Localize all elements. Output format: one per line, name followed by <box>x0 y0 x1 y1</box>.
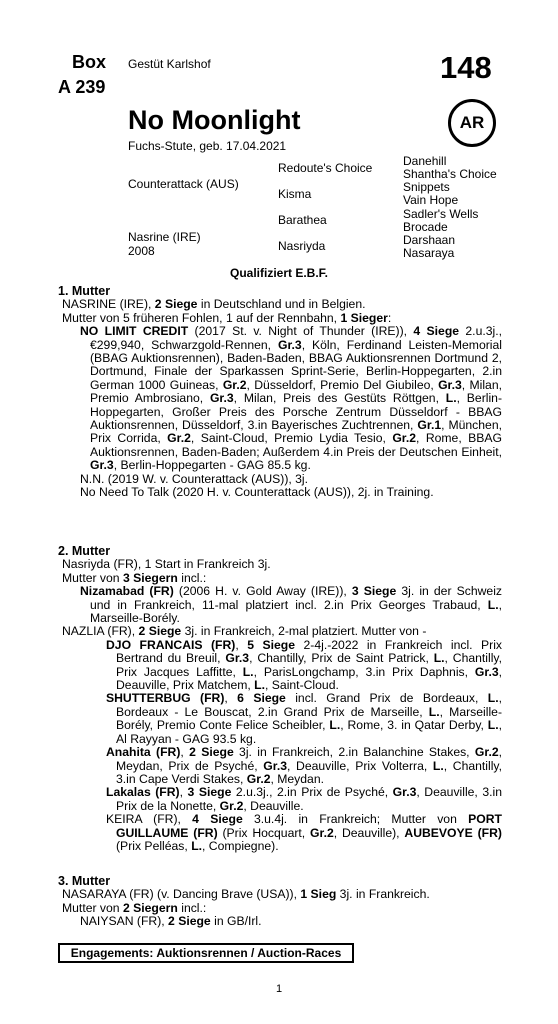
progeny-entry: N.N. (2019 W. v. Counterattack (AUS)), 3j. <box>80 471 309 486</box>
horse-description: Fuchs-Stute, geb. 17.04.2021 <box>128 139 287 153</box>
ancestor: Vain Hope <box>403 193 459 207</box>
section-title: 1. Mutter <box>58 284 111 298</box>
ancestor: Brocade <box>403 220 448 234</box>
grandprogeny-entry: KEIRA (FR), 4 Siege 3.u.4j. in Frankreich; Mutter von PORT GUILLAUME (FR) (Prix Hocquart, Gr.2, Deauville), AUBEVOYE (FR) (Prix Pelléas, L., Compiegne). <box>106 812 502 853</box>
ancestor: Danehill <box>403 154 447 168</box>
stud-name: Gestüt Karlshof <box>128 57 211 71</box>
dam-sire: Barathea <box>278 213 327 227</box>
grandprogeny-entry: DJO FRANCAIS (FR), 5 Siege 2-4j.-2022 in Frankreich incl. Prix Bertrand du Breuil, Gr.3, Chantilly, Prix de Saint Patrick, L., Chantilly, Prix Jacques Laffitte, L., ParisLongchamp, 3.in Prix Daphnis, Gr.3, Deauville, Prix Matchem, L., Saint-Cloud. <box>106 637 503 693</box>
progeny-entry: NO LIMIT CREDIT (2017 St. v. Night of Thunder (IRE)), 4 Siege 2.u.3j., €299,940, Schwarzgold-Rennen, Gr.3, Köln, Ferdinand Leisten-Memorial (BBAG Auktionsrennen), Baden-Baden, BBAG Auktionsrennen Dortmund 2, Dortmund, Finale der Sparkassen Sprint-Serie, Berlin-Hoppegarten, 2.in German 1000 Guineas, Gr.2, Düsseldorf, Premio Del Giubileo, Gr.3, Milan, Premio Ambrosiano, Gr.3, Milan, Preis des Gestüts Röttgen, L., Berlin-Hoppegarten, Großer Preis des Porsche Zentrum Düsseldorf - BBAG Auktionsrennen, Düsseldorf, 3.in Bayerisches Zuchtrennen, Gr.1, München, Prix Corrida, Gr.2, Saint-Cloud, Premio Lydia Tesio, Gr.2, Rome, BBAG Auktionsrennen, Baden-Baden; Außerdem 4.in Preis der Deutschen Einheit, Gr.3, Berlin-Hoppegarten - GAG 85.5 kg. <box>80 324 503 473</box>
section-title: 3. Mutter <box>58 874 111 888</box>
dam-foals: Mutter von 3 Siegern incl.: <box>62 570 207 585</box>
dam-record: Nasriyda (FR), 1 Start in Frankreich 3j. <box>62 557 271 572</box>
section-title: 2. Mutter <box>58 544 111 558</box>
grandprogeny-entry: SHUTTERBUG (FR), 6 Siege incl. Grand Prix de Bordeaux, L., Bordeaux - Le Bouscat, 2.in Grand Prix de Marseille, L., Marseille-Borély, Premio Conte Felice Scheibler, L., Rome, 3. in Qatar Derby, L., Al Rayyan - GAG 93.5 kg. <box>106 691 503 746</box>
dam-record: NASRINE (IRE), 2 Siege in Deutschland und in Belgien. <box>62 297 366 312</box>
ar-badge: AR <box>448 99 496 147</box>
sire: Counterattack (AUS) <box>128 177 239 191</box>
lot-number: 148 <box>440 50 492 85</box>
engagements-box: Engagements: Auktionsrennen / Auction-Races <box>58 943 354 963</box>
ancestor: Sadler's Wells <box>403 207 479 221</box>
grandprogeny-entry: Lakalas (FR), 3 Siege 2.u.3j., 2.in Prix de Psyché, Gr.3, Deauville, 3.in Prix de la Nonette, Gr.2, Deauville. <box>106 785 502 813</box>
ancestor: Shantha's Choice <box>403 167 497 181</box>
section-2-mutter <box>58 545 502 853</box>
ancestor: Snippets <box>403 180 450 194</box>
horse-name: No Moonlight <box>128 105 301 135</box>
ancestor: Nasaraya <box>403 246 455 260</box>
page-number: 1 <box>275 983 283 995</box>
dam-foals: Mutter von 5 früheren Fohlen, 1 auf der Rennbahn, 1 Sieger: <box>62 310 392 325</box>
progeny-entry: No Need To Talk (2020 H. v. Counterattack (AUS)), 2j. in Training. <box>80 485 434 500</box>
progeny-entry: Nizamabad (FR) (2006 H. v. Gold Away (IRE)), 3 Siege 3j. in der Schweiz und in Frankreich, 11-mal platziert incl. 2.in Prix Georges Trabaud, L., Marseille-Borély. <box>80 584 502 626</box>
dam-year: 2008 <box>128 244 155 258</box>
section-1-mutter <box>58 285 502 500</box>
box-label: Box <box>72 52 107 72</box>
sire-sire: Redoute's Choice <box>278 161 373 175</box>
ancestor: Darshaan <box>403 233 456 247</box>
section-3-mutter <box>58 875 502 929</box>
progeny-entry: NAIYSAN (FR), 2 Siege in GB/Irl. <box>80 914 262 929</box>
dam-foals: Mutter von 2 Siegern incl.: <box>62 900 207 915</box>
sire-dam: Kisma <box>278 187 312 201</box>
dam-record: NASARAYA (FR) (v. Dancing Brave (USA)), 1 Sieg 3j. in Frankreich. <box>62 887 430 902</box>
qualification: Qualifiziert E.B.F. <box>229 266 328 280</box>
dam-dam: Nasriyda <box>278 239 326 253</box>
dam: Nasrine (IRE) <box>128 230 201 244</box>
box-number: A 239 <box>58 77 106 97</box>
grandprogeny-entry: Anahita (FR), 2 Siege 3j. in Frankreich, 2.in Balanchine Stakes, Gr.2, Meydan, Prix de Psyché, Gr.3, Deauville, Prix Volterra, L., Chantilly, 3.in Cape Verdi Stakes, Gr.2, Meydan. <box>106 745 503 786</box>
progeny-entry: NAZLIA (FR), 2 Siege 3j. in Frankreich, 2-mal platziert. Mutter von - <box>62 624 427 639</box>
